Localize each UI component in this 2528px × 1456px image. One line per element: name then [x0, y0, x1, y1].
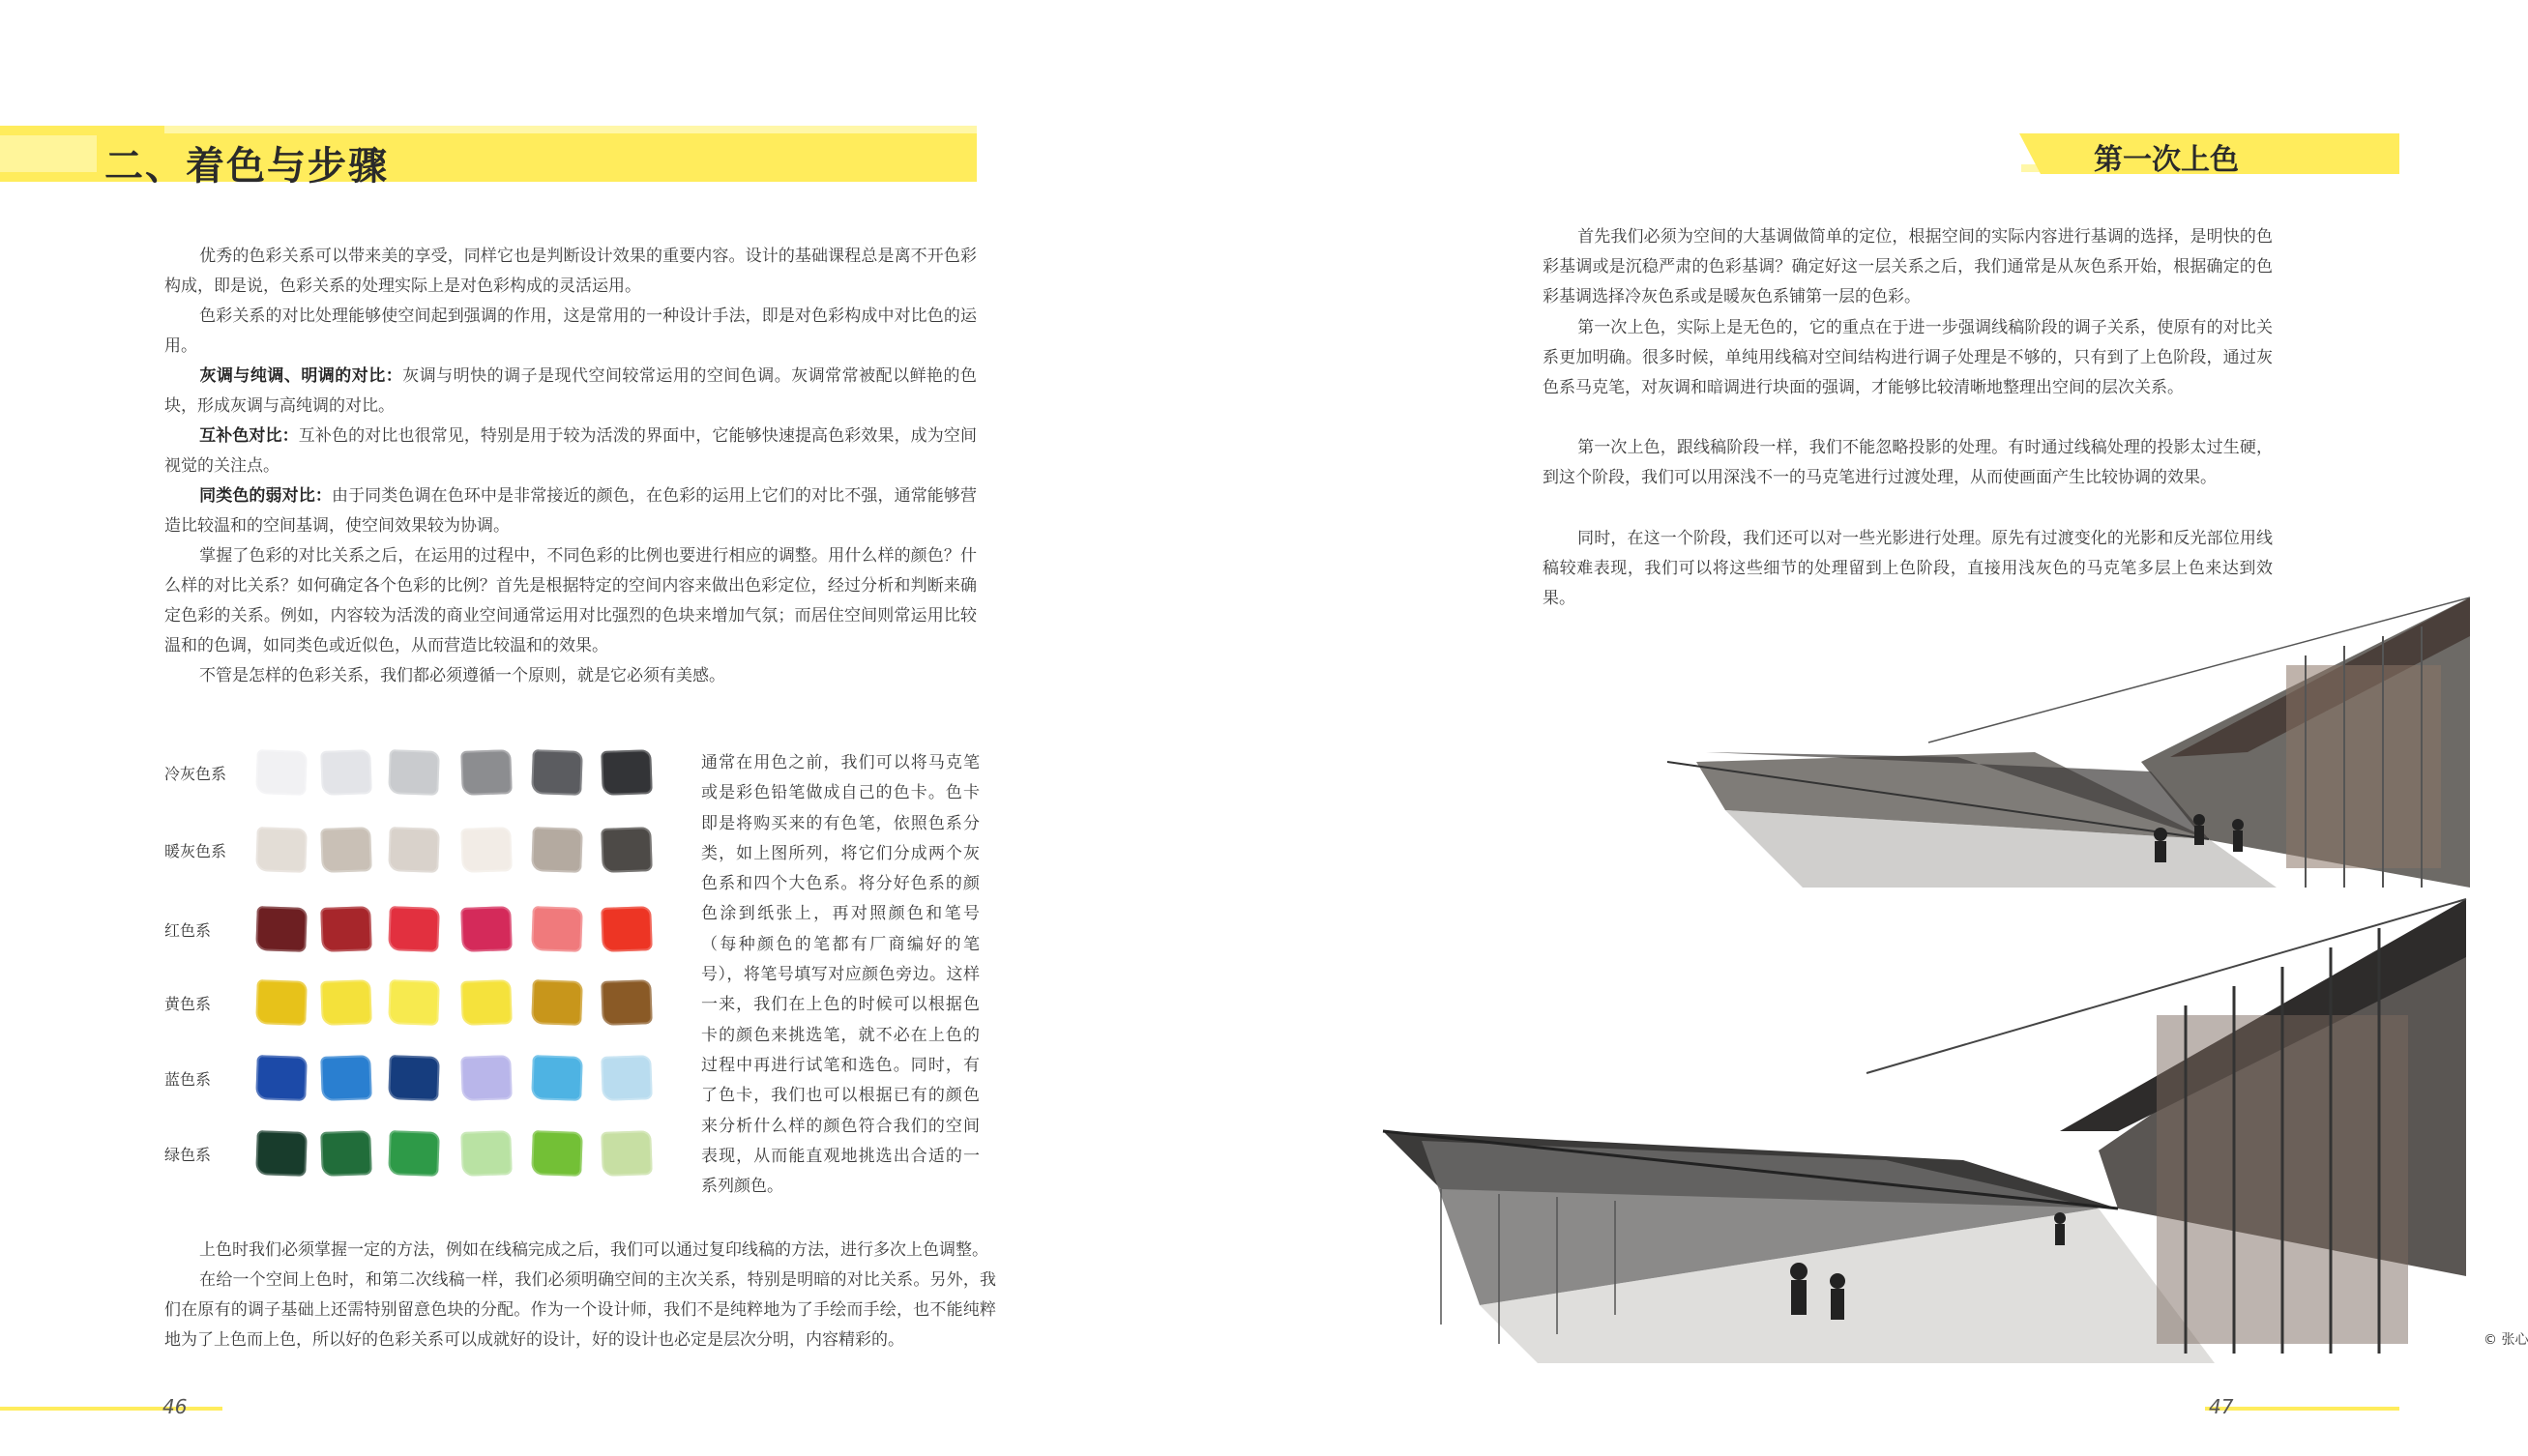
- footer-line: [0, 1407, 222, 1411]
- color-swatch: [531, 827, 583, 873]
- paragraph-text: 优秀的色彩关系可以带来美的享受，同样它也是判断设计效果的重要内容。设计的基础课程总是离不开色彩构成，即是说，色彩关系的处理实际上是对色彩构成的灵活运用。: [164, 247, 977, 296]
- swatch-row: [164, 1056, 667, 1114]
- swatch-row: [164, 980, 667, 1038]
- color-swatch: [601, 1055, 653, 1101]
- swatch-row: [164, 907, 667, 965]
- body-paragraph: [164, 1266, 996, 1355]
- section-title: 第一次上色: [2094, 143, 2239, 177]
- color-swatch: [255, 1055, 308, 1101]
- color-swatch: [601, 1130, 653, 1177]
- color-swatch: [601, 906, 653, 952]
- paragraph-text: 掌握了色彩的对比关系之后，在运用的过程中，不同色彩的比例也要进行相应的调整。用什么样的颜色？什么样的对比关系？如何确定各个色彩的比例？首先是根据特定的空间内容来做出色彩定位，经过分析和判断来确定色彩的关系。例如，内容较为活泼的商业空间通常运用对比强烈的色块来增加气氛；而居住空间则常运用比较温和的色调，如同类色或近似色，从而营造比较温和的效果。: [164, 546, 977, 655]
- color-swatch: [255, 749, 308, 796]
- color-swatch: [320, 906, 372, 952]
- color-swatch: [460, 749, 513, 796]
- body-paragraph: [164, 302, 977, 362]
- paragraph-heading: 同类色的弱对比：: [199, 486, 332, 506]
- marker-sketch-small: [1667, 597, 2470, 888]
- color-swatch: [320, 749, 372, 796]
- color-swatch: [320, 979, 372, 1026]
- paragraph-text: 第一次上色，实际上是无色的，它的重点在于进一步强调线稿阶段的调子关系，使原有的对比关系更加明确。很多时候，单纯用线稿对空间结构进行调子处理是不够的，只有到了上色阶段，通过灰色系马克笔，对灰调和暗调进行块面的强调，才能够比较清晰地整理出空间的层次关系。: [1543, 318, 2273, 397]
- paragraph-text: 互补色的对比也很常见，特别是用于较为活泼的界面中，它能够快速提高色彩效果，成为空间视觉的关注点。: [164, 426, 978, 476]
- color-swatch: [460, 827, 513, 873]
- body-paragraph: [1543, 433, 2273, 493]
- color-swatch: [255, 979, 308, 1026]
- color-swatch: [388, 906, 440, 952]
- color-swatch: [531, 979, 583, 1026]
- color-swatch: [388, 979, 440, 1026]
- body-paragraph: [164, 242, 977, 302]
- page-number: 46: [162, 1395, 188, 1418]
- color-swatch: [531, 1130, 583, 1177]
- paragraph-text: 灰调与明快的调子是现代空间较常运用的空间色调。灰调常常被配以鲜艳的色块，形成灰调与高纯调的对比。: [164, 366, 977, 416]
- body-paragraph: [164, 1236, 996, 1266]
- color-swatch: [601, 827, 653, 873]
- color-swatch: [320, 827, 372, 873]
- color-swatch: [388, 1130, 440, 1177]
- color-swatch: [388, 749, 440, 796]
- swatch-row: [164, 1131, 667, 1189]
- color-swatch: [255, 1130, 308, 1177]
- body-paragraph: [164, 541, 977, 661]
- color-swatch: [531, 749, 583, 796]
- color-swatch: [320, 1055, 372, 1101]
- swatch-group-label: 红色系: [164, 921, 212, 940]
- color-swatch: [460, 1055, 513, 1101]
- color-swatch: [460, 906, 513, 952]
- paragraph-heading: 互补色对比：: [199, 426, 299, 446]
- paragraph-text: 色彩关系的对比处理能够使空间起到强调的作用，这是常用的一种设计手法，即是对色彩构成中对比色的运用。: [164, 306, 977, 356]
- paragraph-heading: 灰调与纯调、明调的对比：: [199, 366, 403, 386]
- body-paragraph: [164, 481, 977, 541]
- swatch-group-label: 冷灰色系: [164, 765, 227, 783]
- paragraph-text: 由于同类色调在色环中是非常接近的颜色，在色彩的运用上它们的对比不强，通常能够营造比较温和的空间基调，使空间效果较为协调。: [164, 486, 978, 536]
- color-swatch: [388, 827, 440, 873]
- color-swatch: [255, 906, 308, 952]
- color-swatch: [255, 827, 308, 873]
- body-paragraph: [164, 422, 977, 481]
- body-paragraph: [1543, 313, 2273, 403]
- footer-line: [2205, 1407, 2399, 1411]
- swatch-row: [164, 828, 667, 886]
- color-swatch: [388, 1055, 440, 1101]
- marker-sketch-large: [1383, 899, 2466, 1363]
- section-title: 二、着色与步骤: [104, 144, 389, 189]
- color-swatch: [601, 749, 653, 796]
- swatch-group-label: 绿色系: [164, 1146, 212, 1164]
- image-credit: © 张心: [2484, 1332, 2528, 1348]
- color-swatch: [460, 1130, 513, 1177]
- paragraph-text: 上色时我们必须掌握一定的方法，例如在线稿完成之后，我们可以通过复印线稿的方法，进行多次上色调整。: [199, 1240, 988, 1260]
- paragraph-text: 不管是怎样的色彩关系，我们都必须遵循一个原则，就是它必须有美感。: [199, 666, 725, 685]
- paragraph-text: 同时，在这一个阶段，我们还可以对一些光影进行处理。原先有过渡变化的光影和反光部位用线稿较难表现，我们可以将这些细节的处理留到上色阶段，直接用浅灰色的马克笔多层上色来达到效果。: [1543, 529, 2273, 608]
- color-swatch: [320, 1130, 372, 1177]
- body-paragraph: [164, 661, 977, 691]
- color-swatch: [601, 979, 653, 1026]
- swatch-group-label: 黄色系: [164, 995, 212, 1013]
- color-card-description: 通常在用色之前，我们可以将马克笔或是彩色铅笔做成自己的色卡。色卡即是将购买来的有色笔，依照色系分类，如上图所列，将它们分成两个灰色系和四个大色系。将分好色系的颜色涂到纸张上，再对照颜色和笔号（每种颜色的笔都有厂商编好的笔号），将笔号填写对应颜色旁边。这样一来，我们在上色的时候可以根据色卡的颜色来挑选笔，就不必在上色的过程中再进行试笔和选色。同时，有了色卡，我们也可以根据已有的颜色来分析什么样的颜色符合我们的空间表现，从而能直观地挑选出合适的一系列颜色。: [701, 753, 980, 1197]
- color-swatch: [460, 979, 513, 1026]
- right-page: [1199, 0, 2528, 1456]
- paragraph-text: 第一次上色，跟线稿阶段一样，我们不能忽略投影的处理。有时通过线稿处理的投影太过生硬，到这个阶段，我们可以用深浅不一的马克笔进行过渡处理，从而使画面产生比较协调的效果。: [1543, 438, 2273, 487]
- color-swatch: [531, 1055, 583, 1101]
- swatch-row: [164, 750, 667, 808]
- paragraph-text: 首先我们必须为空间的大基调做简单的定位，根据空间的实际内容进行基调的选择，是明快的色彩基调或是沉稳严肃的色彩基调？确定好这一层关系之后，我们通常是从灰色系开始，根据确定的色彩基调选择冷灰色系或是暖灰色系铺第一层的色彩。: [1543, 227, 2273, 306]
- color-swatch: [531, 906, 583, 952]
- header-highlight-strip: [164, 126, 977, 133]
- swatch-group-label: 蓝色系: [164, 1070, 212, 1089]
- body-paragraph: [164, 362, 977, 422]
- page-number: 47: [2209, 1395, 2234, 1418]
- left-page: [0, 0, 1199, 1456]
- paragraph-text: 在给一个空间上色时，和第二次线稿一样，我们必须明确空间的主次关系，特别是明暗的对比关系。另外，我们在原有的调子基础上还需特别留意色块的分配。作为一个设计师，我们不是纯粹地为了手绘而手绘，也不能纯粹地为了上色而上色，所以好的色彩关系可以成就好的设计，好的设计也必定是层次分明，内容精彩的。: [164, 1270, 996, 1350]
- body-paragraph: [1543, 222, 2273, 312]
- swatch-group-label: 暖灰色系: [164, 842, 227, 860]
